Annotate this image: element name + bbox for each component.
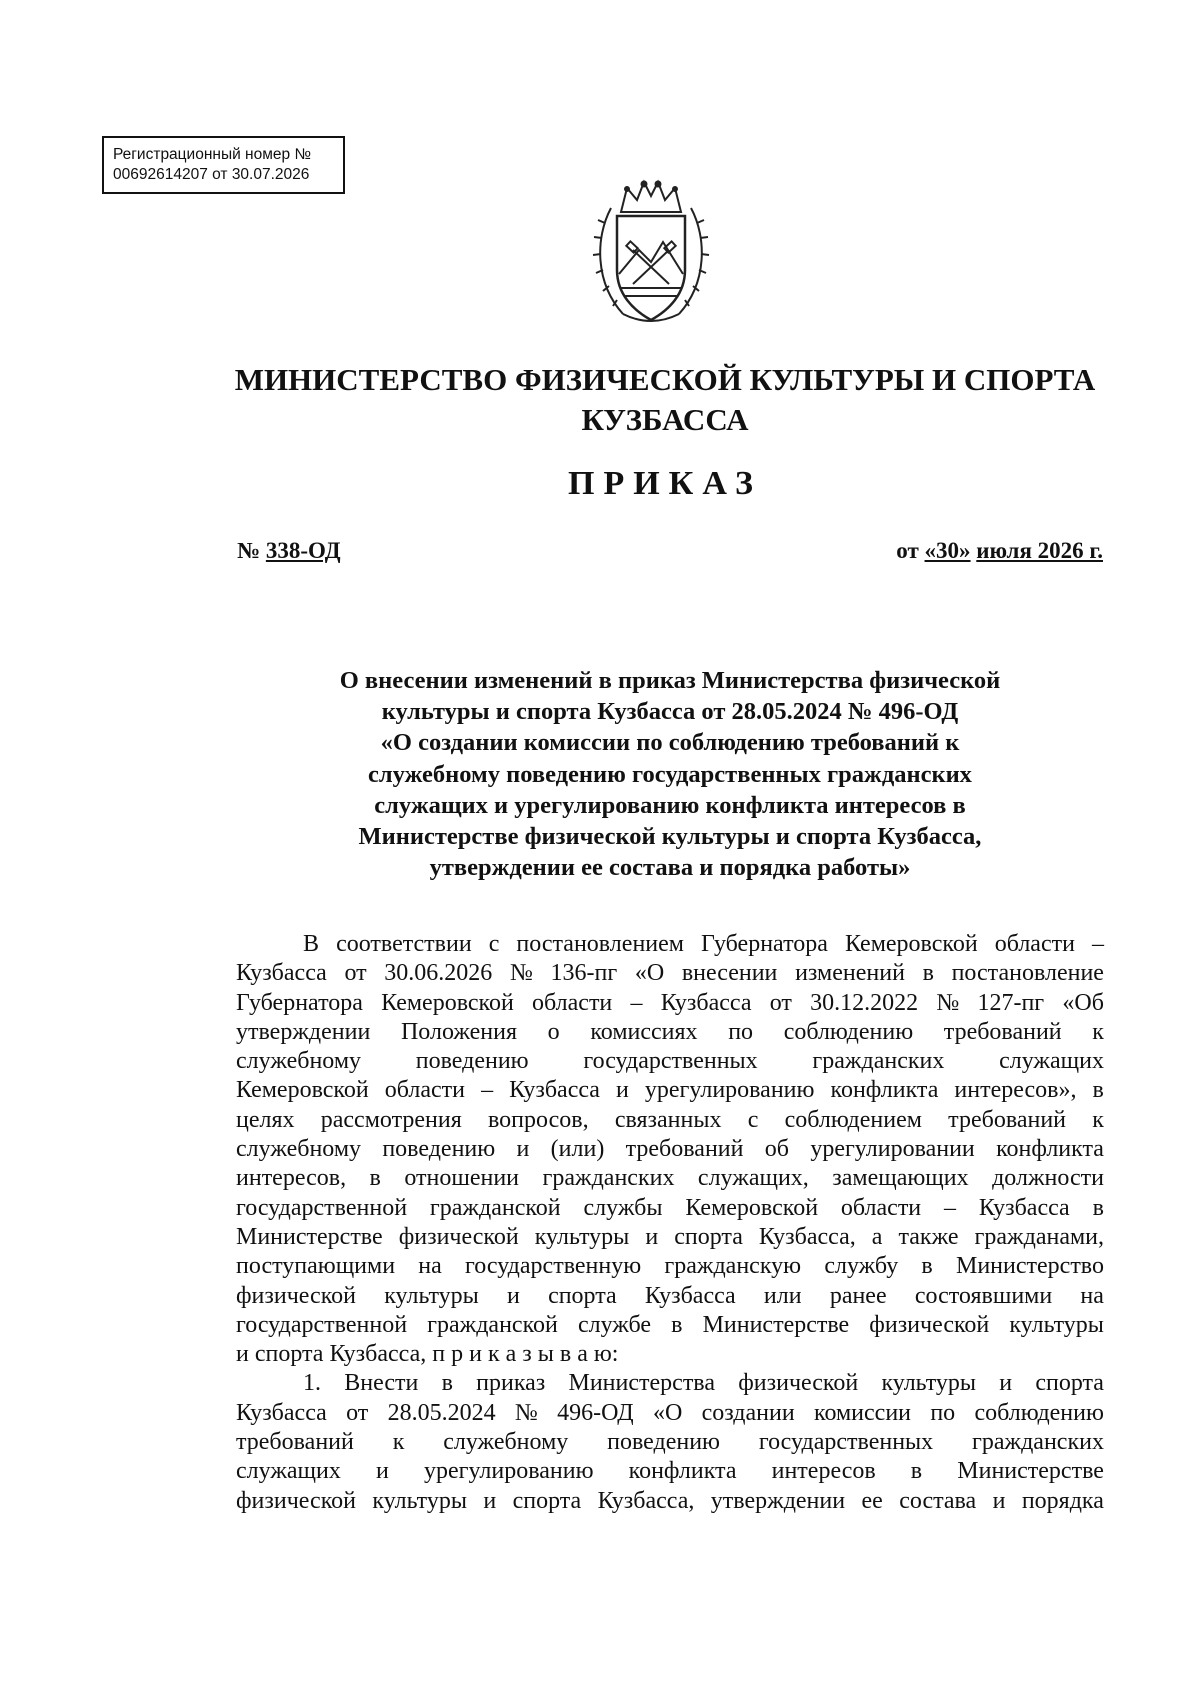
body-line: поступающими на государственную гражданскую службу в Министерство xyxy=(236,1253,1104,1280)
registration-stamp xyxy=(102,136,345,194)
order-date xyxy=(896,538,1103,564)
body-line: Министерстве физической культуры и спорта Кузбасса, а также гражданами, xyxy=(236,1223,1104,1250)
body-line: служащих и урегулированию конфликта интересов в Министерстве xyxy=(236,1458,1104,1485)
body-line: государственной гражданской службе в Министерстве физической культуры xyxy=(236,1311,1104,1338)
ministry-title-line-2: КУЗБАССА xyxy=(581,402,749,437)
subject-line: «О создании комиссии по соблюдению требований к xyxy=(380,729,960,757)
subject-line: О внесении изменений в приказ Министерства физической xyxy=(339,667,1001,694)
order-date-prefix: от xyxy=(896,538,919,563)
subject-line: утверждении ее состава и порядка работы» xyxy=(429,854,911,882)
registration-line-1: Регистрационный номер № xyxy=(113,146,312,163)
ministry-title-line-1: МИНИСТЕРСТВО ФИЗИЧЕСКОЙ КУЛЬТУРЫ И СПОРТА xyxy=(234,362,1096,397)
body-line: Кузбасса от 28.05.2024 № 496-ОД «О создании комиссии по соблюдению xyxy=(236,1399,1104,1426)
body-line: требований к служебному поведению государственных гражданских xyxy=(236,1429,1104,1456)
body-line: Губернатора Кемеровской области – Кузбасса от 30.12.2022 № 127-пг «Об xyxy=(236,989,1104,1016)
body-line: физической культуры и спорта Кузбасса, утверждении ее состава и порядка xyxy=(236,1487,1104,1514)
subject-line: служащих и урегулированию конфликта интересов в xyxy=(374,791,966,819)
body-line: Кемеровской области – Кузбасса и урегулированию конфликта интересов», в xyxy=(236,1077,1104,1104)
body-line: В соответствии с постановлением Губернатора Кемеровской области – xyxy=(303,931,1104,957)
order-date-day: «30» xyxy=(924,538,971,563)
body-line: служебному поведению и (или) требований об урегулировании конфликта xyxy=(236,1136,1104,1163)
subject-line: культуры и спорта Кузбасса от 28.05.2024 № 496-ОД xyxy=(381,698,959,726)
subject-line: служебному поведению государственных гражданских xyxy=(368,760,972,788)
body-line: Кузбасса от 30.06.2026 № 136-пг «О внесении изменений в постановление xyxy=(236,960,1104,987)
body-line: государственной гражданской службы Кемеровской области – Кузбасса в xyxy=(236,1194,1104,1221)
ministry-title xyxy=(200,360,1130,440)
order-number xyxy=(237,538,341,564)
order-number-value: 338-ОД xyxy=(265,538,341,563)
order-date-month-year: июля 2026 г. xyxy=(976,538,1103,563)
registration-line-2: 00692614207 от 30.07.2026 xyxy=(113,166,310,183)
body-line: утверждении Положения о комиссиях по соблюдению требований к xyxy=(236,1018,1104,1045)
body-line: и спорта Кузбасса, п р и к а з ы в а ю: xyxy=(236,1341,619,1368)
body-line: физической культуры и спорта Кузбасса или ранее состоявшими на xyxy=(236,1282,1104,1309)
body-line: 1. Внести в приказ Министерства физической культуры и спорта xyxy=(303,1370,1104,1397)
order-subject xyxy=(280,665,1060,883)
body-line: служебному поведению государственных гражданских служащих xyxy=(236,1048,1104,1075)
document-type-title: ПРИКАЗ xyxy=(568,465,762,502)
body-line: интересов, в отношении гражданских служащих, замещающих должности xyxy=(236,1165,1104,1192)
order-body xyxy=(236,930,1104,1516)
subject-line: Министерстве физической культуры и спорта Кузбасса, xyxy=(358,823,982,851)
order-number-prefix: № xyxy=(237,538,261,563)
body-line: целях рассмотрения вопросов, связанных с соблюдением требований к xyxy=(236,1106,1104,1133)
kuzbass-coat-of-arms-icon xyxy=(587,178,715,328)
